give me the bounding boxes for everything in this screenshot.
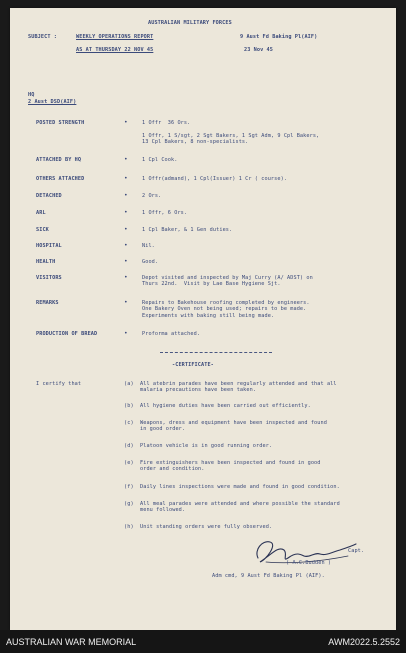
archive-name: AUSTRALIAN WAR MEMORIAL (6, 637, 137, 647)
row-label-health: HEALTH (36, 259, 56, 265)
row-label-visitors: VISITORS (36, 275, 62, 281)
row-bullet: • (124, 119, 128, 126)
certificate-item-mark: (a) (124, 381, 134, 387)
row-bullet: • (124, 192, 128, 199)
archive-footer (0, 630, 406, 653)
row-label-hospital: HOSPITAL (36, 243, 62, 249)
row-value-hospital: Nil. (142, 243, 155, 249)
row-bullet: • (124, 226, 128, 233)
certificate-item-mark: (f) (124, 484, 134, 490)
subject-label: SUBJECT : (28, 34, 58, 40)
row-label-production-of-bread: PRODUCTION OF BREAD (36, 331, 98, 337)
row-value-attached-by-hq: 1 Cpl Cook. (142, 157, 178, 163)
certificate-item-mark: (e) (124, 460, 134, 466)
row-bullet: • (124, 242, 128, 249)
certificate-item-text: Platoon vehicle is in good running order. (140, 443, 273, 449)
row-value-posted-strength: 1 Offr 36 Ors. 1 Offr, 1 S/sgt, 2 Sgt Bakers, 1 Sgt Adm, 9 Cpl Bakers, 13 Cpl Bakers, 8 non-specialists. (142, 120, 320, 146)
row-bullet: • (124, 209, 128, 216)
row-value-production-of-bread: Proforma attached. (142, 331, 201, 337)
unit-reference: 9 Aust Fd Baking Pl(AIF) (240, 34, 318, 40)
row-label-remarks: REMARKS (36, 300, 59, 306)
signature-rank: Capt. (348, 548, 365, 554)
report-date: 23 Nov 45 (244, 47, 274, 53)
row-value-others-attached: 1 Offr(admand), 1 Cpl(Issuer) 1 Cr ( course). (142, 176, 288, 182)
signature-name: ( A.C.Budden ) (286, 560, 332, 566)
row-label-posted-strength: POSTED STRENGTH (36, 120, 85, 126)
row-label-others-attached: OTHERS ATTACHED (36, 176, 85, 182)
certificate-item-text: Unit standing orders were fully observed. (140, 524, 273, 530)
row-bullet: • (124, 156, 128, 163)
document-page (10, 8, 396, 630)
section-divider (160, 352, 272, 353)
row-bullet: • (124, 274, 128, 281)
addressee-line-2: 2 Aust DSD(AIF) (28, 99, 77, 105)
certificate-item-mark: (c) (124, 420, 134, 426)
row-bullet: • (124, 330, 128, 337)
addressee-line-1: HQ (28, 92, 35, 98)
archive-reference: AWM2022.5.2552 (328, 637, 400, 647)
row-bullet: • (124, 258, 128, 265)
certificate-item-text: Daily lines inspections were made and found in good condition. (140, 484, 340, 490)
row-label-detached: DETACHED (36, 193, 62, 199)
certificate-heading: -CERTIFICATE- (172, 362, 214, 368)
certificate-item-text: Fire extinguishers have been inspected and found in good order and condition. (140, 460, 321, 473)
certificate-intro: I certify that (36, 381, 82, 387)
signature-title: Adm cmd, 9 Aust Fd Baking Pl (AIF). (212, 573, 325, 579)
as-at-line: AS AT THURSDAY 22 NOV 45 (76, 47, 154, 53)
row-label-sick: SICK (36, 227, 49, 233)
certificate-item-text: All hygiene duties have been carried out efficiently. (140, 403, 311, 409)
certificate-item-text: All meal parades were attended and where possible the standard menu followed. (140, 501, 340, 514)
row-value-sick: 1 Cpl Baker, & 1 Gen duties. (142, 227, 233, 233)
row-value-arl: 1 Offr, 6 Ors. (142, 210, 188, 216)
org-heading: AUSTRALIAN MILITARY FORCES (148, 20, 232, 26)
certificate-item-mark: (b) (124, 403, 134, 409)
row-value-detached: 2 Ors. (142, 193, 162, 199)
row-label-arl: ARL (36, 210, 46, 216)
row-value-remarks: Repairs to Bakehouse roofing completed by engineers. One Bakery Oven not being used; repairs to be made. Experiments with baking still being made. (142, 300, 310, 319)
row-bullet: • (124, 299, 128, 306)
row-bullet: • (124, 175, 128, 182)
subject-text: WEEKLY OPERATIONS REPORT (76, 34, 154, 40)
row-value-visitors: Depot visited and inspected by Maj Curry (A/ ADST) on Thurs 22nd. Visit by Lae Base Hygiene Sjt. (142, 275, 313, 288)
row-label-attached-by-hq: ATTACHED BY HQ (36, 157, 82, 163)
certificate-item-mark: (d) (124, 443, 134, 449)
certificate-item-text: Weapons, dress and equipment have been inspected and found in good order. (140, 420, 327, 433)
certificate-item-text: All atebrin parades have been regularly attended and that all malaria precautions have been taken. (140, 381, 337, 394)
row-value-health: Good. (142, 259, 159, 265)
certificate-item-mark: (h) (124, 524, 134, 530)
certificate-item-mark: (g) (124, 501, 134, 507)
